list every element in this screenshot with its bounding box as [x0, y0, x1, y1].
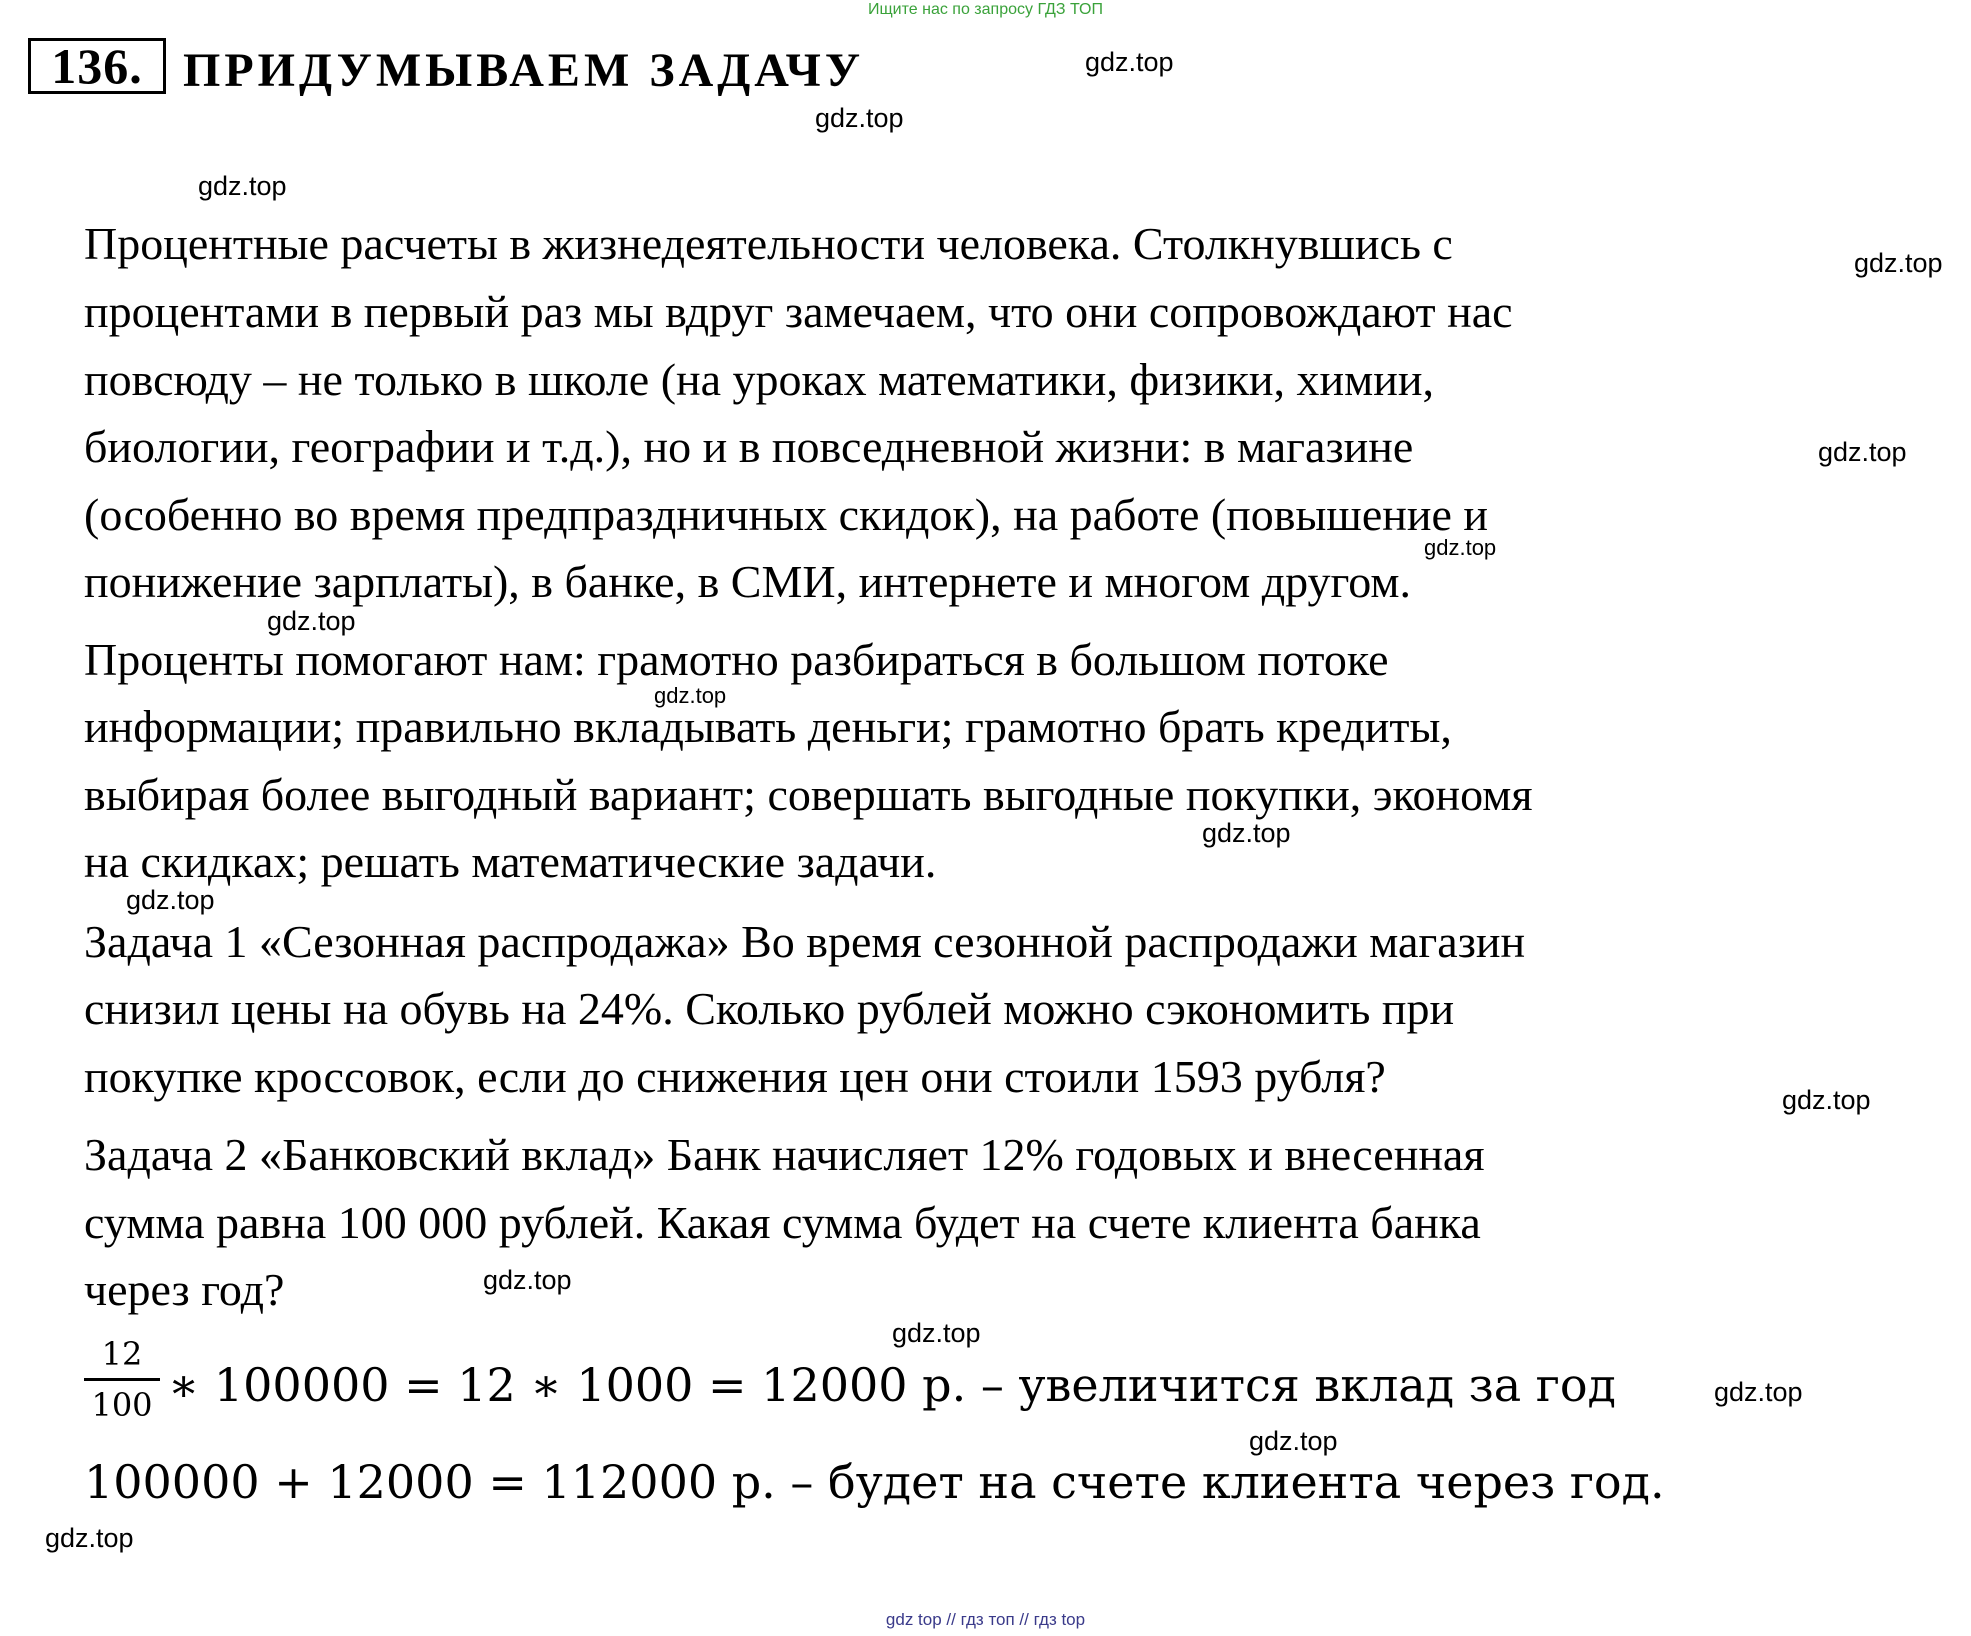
task2-line: Задача 2 «Банковский вклад» Банк начисляет 12% годовых и внесенная [84, 1129, 1485, 1180]
watermark: gdz.top [815, 103, 904, 133]
watermark: gdz.top [45, 1523, 134, 1553]
intro-line: биологии, географии и т.д.), но и в повседневной жизни: в магазине [84, 421, 1414, 472]
watermark: gdz.top [267, 606, 356, 636]
intro-line: Процентные расчеты в жизнедеятельности человека. Столкнувшись с [84, 218, 1453, 269]
benefits-line: информации; правильно вкладывать деньги; грамотно брать кредиты, [84, 701, 1452, 752]
exercise-number: 136. [28, 38, 166, 94]
fraction-bar [84, 1378, 160, 1381]
watermark: gdz.top [1249, 1426, 1338, 1456]
watermark: gdz.top [198, 171, 287, 201]
benefits-line: на скидках; решать математические задачи. [84, 836, 937, 887]
watermark: gdz.top [126, 885, 215, 915]
intro-line: понижение зарплаты), в банке, в СМИ, интернете и многом другом. [84, 556, 1411, 607]
fraction-numerator: 12 [101, 1335, 143, 1373]
watermark: gdz.top [1424, 535, 1497, 560]
footer-links[interactable]: gdz top // гдз топ // гдз top [885, 1610, 1086, 1629]
watermark: gdz.top [1818, 437, 1907, 467]
solution-line-1: ∗ 100000 = 12 ∗ 1000 = 12000 р. – увеличится вклад за год [168, 1358, 1616, 1412]
watermark: gdz.top [1202, 818, 1291, 848]
fraction [84, 1334, 160, 1425]
benefits-line: Проценты помогают нам: грамотно разбираться в большом потоке [84, 634, 1389, 685]
intro-line: (особенно во время предпраздничных скидок), на работе (повышение и [84, 489, 1489, 540]
solution-line-2: 100000 + 12000 = 112000 р. – будет на счете клиента через год. [84, 1455, 1665, 1509]
intro-line: процентами в первый раз мы вдруг замечаем, что они сопровождают нас [84, 286, 1513, 337]
watermark: gdz.top [654, 683, 727, 708]
watermark: gdz.top [1085, 47, 1174, 77]
watermark: gdz.top [892, 1318, 981, 1348]
top-note[interactable]: Ищите нас по запросу ГДЗ ТОП [868, 1, 1103, 18]
task1-line: Задача 1 «Сезонная распродажа» Во время сезонной распродажи магазин [84, 916, 1526, 967]
watermark: gdz.top [1714, 1377, 1803, 1407]
watermark: gdz.top [1854, 248, 1943, 278]
task1-line: покупке кроссовок, если до снижения цен они стоили 1593 рубля? [84, 1051, 1386, 1102]
watermark: gdz.top [1782, 1085, 1871, 1115]
watermark: gdz.top [483, 1265, 572, 1295]
task1-line: снизил цены на обувь на 24%. Сколько рублей можно сэкономить при [84, 983, 1455, 1034]
task2-line: сумма равна 100 000 рублей. Какая сумма будет на счете клиента банка [84, 1197, 1481, 1248]
exercise-title: ПРИДУМЫВАЕМ ЗАДАЧУ [183, 44, 865, 97]
benefits-line: выбирая более выгодный вариант; совершать выгодные покупки, экономя [84, 769, 1533, 820]
fraction-denominator: 100 [91, 1386, 153, 1424]
intro-line: повсюду – не только в школе (на уроках математики, физики, химии, [84, 354, 1435, 405]
task2-line: через год? [84, 1264, 285, 1315]
